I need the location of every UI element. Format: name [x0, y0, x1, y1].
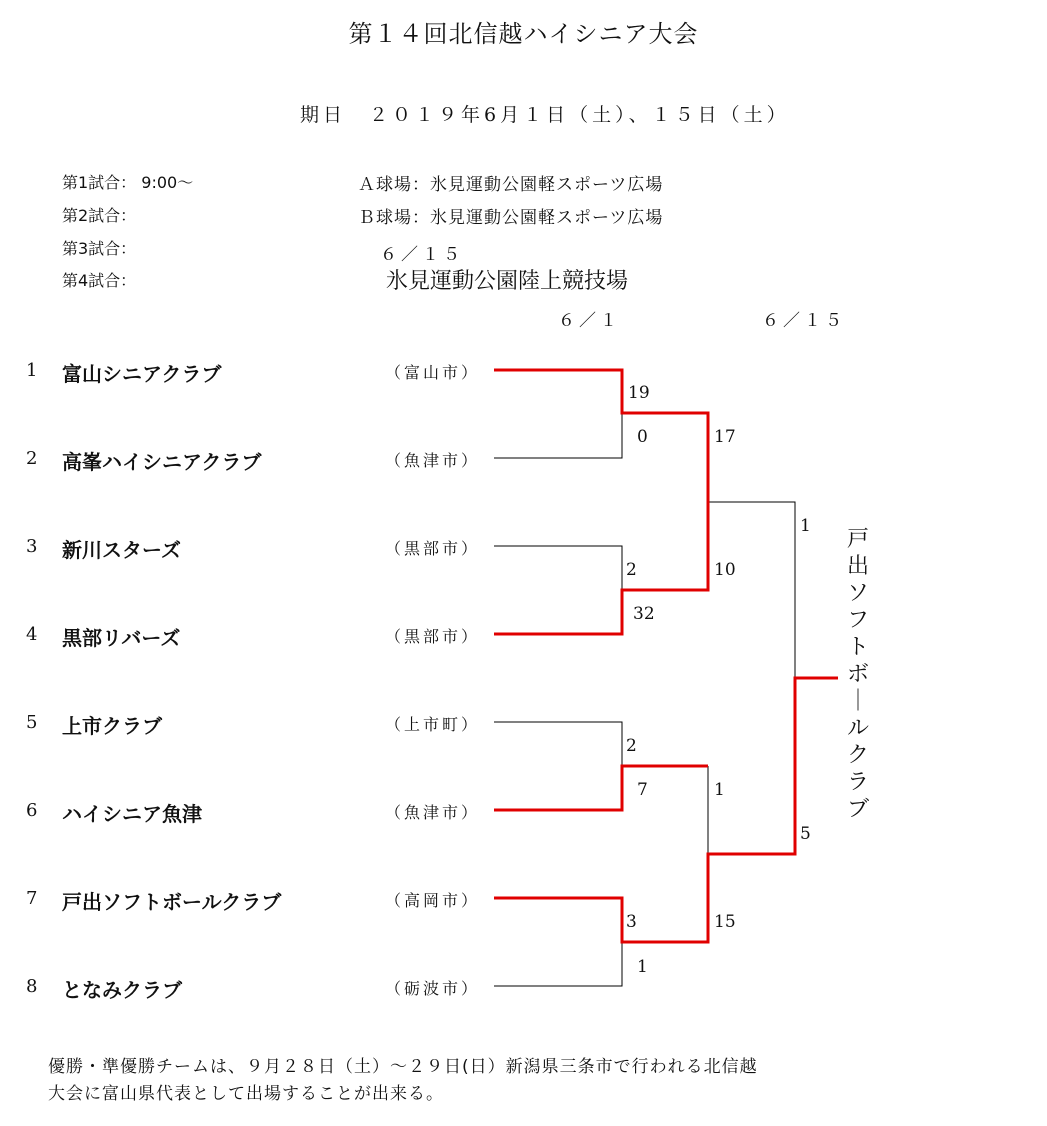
bracket-line: [494, 942, 622, 986]
score-label: 2: [626, 736, 637, 756]
champion-glyph: ボ: [846, 662, 869, 687]
seed-number: 1: [26, 360, 38, 381]
team-name: 高峯ハイシニアクラブ: [62, 450, 262, 474]
footnote-line: 大会に富山県代表として出場することが出来る。: [48, 1084, 444, 1104]
champion-glyph: ソ: [846, 581, 869, 606]
bracket-line: [494, 546, 622, 590]
team-city: （富山市）: [385, 363, 481, 382]
seed-number: 7: [26, 888, 38, 909]
seed-number: 6: [26, 800, 38, 821]
team-city: （魚津市）: [385, 451, 481, 470]
champion-glyph: ラ: [846, 770, 869, 795]
champion-glyph: ブ: [846, 797, 869, 822]
bracket-line: [494, 413, 622, 458]
team-name: 上市クラブ: [62, 714, 162, 738]
champion-glyph: ル: [846, 716, 869, 741]
team-name: ハイシニア魚津: [62, 802, 202, 826]
team-city: （砺波市）: [385, 979, 481, 998]
footnote-line: 優勝・準優勝チームは、９月２８日（土）～２９日(日）新潟県三条市で行われる北信越: [48, 1057, 758, 1077]
venue-a: Ａ球場：氷見運動公園軽スポーツ広場: [358, 175, 664, 195]
seed-number: 4: [26, 624, 38, 645]
team-city: （上市町）: [385, 715, 481, 734]
venue-b: Ｂ球場：氷見運動公園軽スポーツ広場: [358, 208, 664, 228]
bracket-line: [494, 722, 622, 766]
winner-path: [494, 502, 708, 634]
team-city: （黒部市）: [385, 539, 481, 558]
score-label: 5: [800, 824, 811, 844]
champion-glyph: ト: [846, 635, 869, 660]
seed-number: 2: [26, 448, 38, 469]
footnote: [48, 1054, 758, 1108]
champion-glyph: 戸: [846, 527, 869, 552]
team-city: （黒部市）: [385, 627, 481, 646]
score-label: 10: [714, 560, 736, 580]
venue-date: ６／１５: [380, 245, 464, 265]
champion-glyph: 出: [846, 554, 869, 579]
match4-label: 第4試合：: [62, 271, 137, 290]
champion-name: [843, 526, 873, 823]
winner-path: [494, 766, 708, 810]
score-label: 1: [800, 516, 811, 536]
score-label: 19: [628, 383, 650, 403]
round1-date: ６／１: [558, 311, 621, 331]
venue-final: 氷見運動公園陸上競技場: [386, 269, 629, 294]
seed-number: 8: [26, 976, 38, 997]
winner-path: [494, 370, 708, 502]
seed-number: 5: [26, 712, 38, 733]
team-name: 富山シニアクラブ: [62, 362, 222, 386]
champion-glyph: ｜: [846, 689, 869, 714]
team-city: （高岡市）: [385, 891, 481, 910]
team-name: となみクラブ: [62, 978, 182, 1002]
match2-label: 第2試合：: [62, 206, 137, 225]
score-label: 1: [714, 780, 725, 800]
score-label: 15: [714, 912, 736, 932]
score-label: 3: [626, 912, 637, 932]
score-label: 32: [633, 604, 655, 624]
match1-label: 第1試合： 9:00～: [62, 173, 194, 192]
score-label: 2: [626, 560, 637, 580]
event-date: 期日 ２０１９年6月１日（土）、１５日（土）: [300, 104, 790, 126]
team-name: 戸出ソフトボールクラブ: [62, 890, 282, 914]
score-label: 7: [637, 780, 648, 800]
score-label: 0: [637, 427, 648, 447]
team-city: （魚津市）: [385, 803, 481, 822]
team-name: 新川スターズ: [62, 538, 181, 562]
champion-glyph: フ: [846, 608, 869, 633]
score-label: 17: [714, 427, 736, 447]
team-name: 黒部リバーズ: [62, 626, 181, 650]
champion-glyph: ク: [846, 743, 869, 768]
final-date: ６／１５: [762, 311, 846, 331]
match3-label: 第3試合：: [62, 239, 137, 258]
page-title: 第１４回北信越ハイシニア大会: [348, 20, 699, 48]
bracket-line: [708, 413, 795, 678]
score-label: 1: [637, 957, 648, 977]
seed-number: 3: [26, 536, 38, 557]
